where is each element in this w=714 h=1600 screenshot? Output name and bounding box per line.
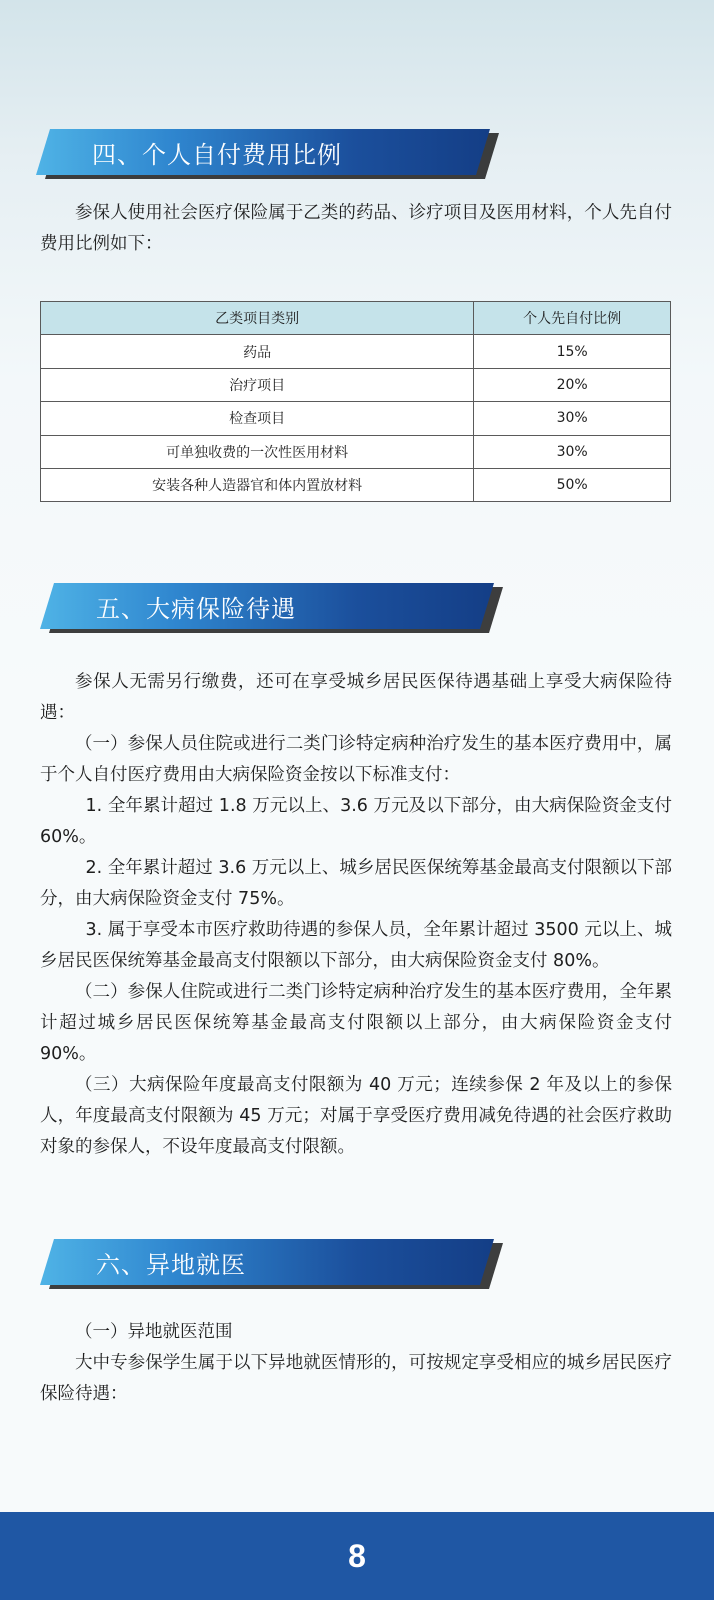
table-cell-ratio: 15% xyxy=(474,335,671,368)
section-6-body xyxy=(40,1317,672,1410)
section-5-header xyxy=(0,583,714,629)
table-cell-category: 药品 xyxy=(41,335,474,368)
table-row xyxy=(41,368,671,401)
section-5-paragraph: 2. 全年累计超过 3.6 万元以上、城乡居民医保统筹基金最高支付限额以下部分，由大病保险资金支付 75%。 xyxy=(40,858,672,909)
section-4-intro xyxy=(40,198,672,260)
table-row xyxy=(41,468,671,501)
section-4-header xyxy=(0,129,714,175)
page-number: 8 xyxy=(348,1537,366,1574)
table-row xyxy=(41,435,671,468)
section-5-paragraph: 参保人无需另行缴费，还可在享受城乡居民医保待遇基础上享受大病保险待遇： xyxy=(40,672,672,723)
table-header-category: 乙类项目类别 xyxy=(41,302,474,335)
table-cell-category: 检查项目 xyxy=(41,402,474,435)
section-5-paragraph: 1. 全年累计超过 1.8 万元以上、3.6 万元及以下部分，由大病保险资金支付 60%。 xyxy=(40,796,672,847)
page-footer xyxy=(0,1512,714,1600)
table-cell-ratio: 30% xyxy=(474,435,671,468)
section-5-paragraph: （三）大病保险年度最高支付限额为 40 万元；连续参保 2 年及以上的参保人，年度最高支付限额为 45 万元；对属于享受医疗费用减免待遇的社会医疗救助对象的参保人，不设年度最高支付限额。 xyxy=(40,1075,672,1157)
table-row xyxy=(41,402,671,435)
self-pay-ratio-table xyxy=(40,301,671,502)
section-6-paragraph: 大中专参保学生属于以下异地就医情形的，可按规定享受相应的城乡居民医疗保险待遇： xyxy=(40,1353,672,1404)
table-cell-category: 安装各种人造器官和体内置放材料 xyxy=(41,468,474,501)
table-cell-ratio: 50% xyxy=(474,468,671,501)
section-4-intro-text: 参保人使用社会医疗保险属于乙类的药品、诊疗项目及医用材料，个人先自付费用比例如下： xyxy=(40,203,672,254)
table-row xyxy=(41,335,671,368)
section-5-paragraph: （一）参保人员住院或进行二类门诊特定病种治疗发生的基本医疗费用中，属于个人自付医疗费用由大病保险资金按以下标准支付： xyxy=(40,734,672,785)
table-cell-ratio: 30% xyxy=(474,402,671,435)
section-6-paragraph: （一）异地就医范围 xyxy=(75,1322,233,1342)
section-5-paragraph: （二）参保人住院或进行二类门诊特定病种治疗发生的基本医疗费用，全年累计超过城乡居民医保统筹基金最高支付限额以上部分，由大病保险资金支付 90%。 xyxy=(40,982,672,1064)
table-cell-category: 可单独收费的一次性医用材料 xyxy=(41,435,474,468)
table-header-row xyxy=(41,302,671,335)
table-cell-ratio: 20% xyxy=(474,368,671,401)
table-cell-category: 治疗项目 xyxy=(41,368,474,401)
section-4-title: 四、个人自付费用比例 xyxy=(92,140,342,169)
section-6-title: 六、异地就医 xyxy=(96,1250,246,1279)
section-5-paragraph: 3. 属于享受本市医疗救助待遇的参保人员，全年累计超过 3500 元以上、城乡居民医保统筹基金最高支付限额以下部分，由大病保险资金支付 80%。 xyxy=(40,920,672,971)
section-5-title: 五、大病保险待遇 xyxy=(96,594,296,623)
section-6-header xyxy=(0,1239,714,1285)
section-5-body xyxy=(40,667,672,1163)
table-header-ratio: 个人先自付比例 xyxy=(474,302,671,335)
